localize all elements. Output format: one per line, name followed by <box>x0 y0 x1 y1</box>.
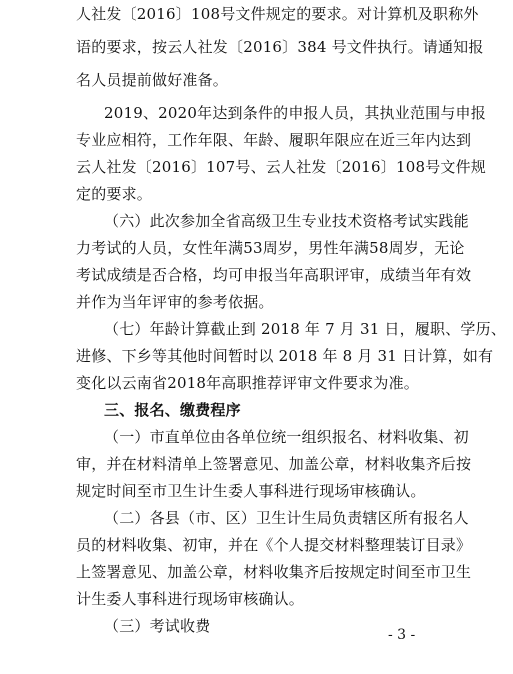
body-text-line: 上签署意见、加盖公章，材料收集齐后按规定时间至市卫生 <box>76 563 472 581</box>
body-text-line: 力考试的人员，女性年满53周岁，男性年满58周岁，无论 <box>76 239 465 257</box>
body-text-line: 并作为当年评审的参考依据。 <box>76 293 274 311</box>
body-text-line: 规定时间至市卫生计生委人事科进行现场审核确认。 <box>76 482 426 500</box>
body-text-line: （六）此次参加全省高级卫生专业技术资格考试实践能 <box>104 212 469 230</box>
body-text-line: 2019、2020年达到条件的申报人员，其执业范围与申报 <box>104 104 486 122</box>
body-text-line: 考试成绩是否合格，均可申报当年高职评审，成绩当年有效 <box>76 266 472 284</box>
body-text-line: 定的要求。 <box>76 185 153 203</box>
body-text-line: （七）年龄计算截止到 2018 年 7 月 31 日，履职、学历、 <box>104 320 507 338</box>
body-text-line: 变化以云南省2018年高职推荐评审文件要求为准。 <box>76 374 419 392</box>
body-text-line: 名人员提前做好准备。 <box>76 71 229 89</box>
body-text-line: 专业应相符，工作年限、年龄、履职年限应在近三年内达到 <box>76 131 472 149</box>
body-text-line: 员的材料收集、初审，并在《个人提交材料整理装订目录》 <box>76 536 472 554</box>
body-text-line: （一）市直单位由各单位统一组织报名、材料收集、初 <box>104 428 469 446</box>
section-heading: 三、报名、缴费程序 <box>104 401 241 419</box>
body-text-line: 语的要求，按云人社发〔2016〕384 号文件执行。请通知报 <box>76 38 484 56</box>
body-text-line: 云人社发〔2016〕107号、云人社发〔2016〕108号文件规 <box>76 158 487 176</box>
body-text-line: 进修、下乡等其他时间暂时以 2018 年 8 月 31 日计算，如有 <box>76 347 494 365</box>
body-text-line: （二）各县（市、区）卫生计生局负责辖区所有报名人 <box>104 509 469 527</box>
body-text-line: 人社发〔2016〕108号文件规定的要求。对计算机及职称外 <box>76 5 479 23</box>
page-number: - 3 - <box>388 627 416 643</box>
body-text-line: （三）考试收费 <box>104 617 211 635</box>
body-text-line: 审，并在材料清单上签署意见、加盖公章，材料收集齐后按 <box>76 455 472 473</box>
body-text-line: 计生委人事科进行现场审核确认。 <box>76 590 305 608</box>
